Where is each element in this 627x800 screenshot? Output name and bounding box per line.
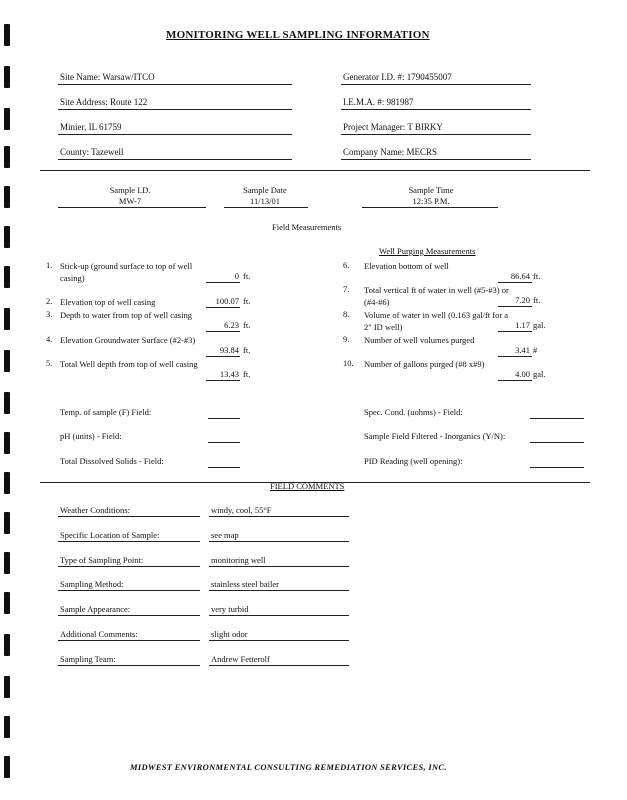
- item-value: 0: [234, 271, 239, 281]
- binder-mark: [4, 472, 10, 494]
- item-number: 3.: [46, 309, 53, 319]
- county-line: [58, 159, 292, 160]
- item-value-line: [206, 356, 240, 357]
- item-unit: #: [533, 345, 538, 355]
- project-manager-line: [341, 134, 531, 135]
- item-value: 86.64: [510, 271, 530, 281]
- item-label: Stick-up (ground surface to top of well casing): [60, 261, 193, 283]
- sample-time-line: [362, 207, 498, 208]
- item-unit: ft.: [533, 271, 541, 281]
- item-value-line: [206, 380, 240, 381]
- company-name-line: [341, 159, 531, 160]
- comment-value-line[interactable]: [209, 615, 349, 616]
- comment-value: very turbid: [211, 604, 249, 614]
- item-number: 10.: [343, 358, 354, 368]
- item-value-line: [498, 331, 532, 332]
- comment-label: Type of Sampling Point:: [60, 555, 144, 565]
- item-value-line: [206, 331, 240, 332]
- field-comments-heading: FIELD COMMENTS: [270, 481, 345, 491]
- item-value: 7.20: [515, 295, 530, 305]
- company-footer: MIDWEST ENVIRONMENTAL CONSULTING REMEDIATION SERVICES, INC.: [130, 762, 447, 772]
- item-label: Volume of water in well (0.163 gal/ft for a 2" ID well): [364, 310, 509, 332]
- comment-value: windy, cool, 55°F: [211, 505, 272, 515]
- item-number: 5.: [46, 358, 53, 368]
- comment-label-line: [58, 665, 200, 666]
- comment-label: Weather Conditions:: [60, 505, 130, 515]
- comment-label-line: [58, 590, 200, 591]
- item-value: 13.43: [219, 369, 239, 379]
- site-address: Site Address: Route 122: [60, 97, 148, 107]
- iema-number: I.E.M.A. #: 981987: [343, 97, 414, 107]
- comment-label: Sampling Team:: [60, 654, 116, 664]
- filtered-field[interactable]: [530, 442, 584, 443]
- item-value: 100.07: [215, 296, 239, 306]
- comment-value-line[interactable]: [209, 541, 349, 542]
- comment-label-line: [58, 566, 200, 567]
- binder-mark: [4, 308, 10, 330]
- item-value-line: [498, 282, 532, 283]
- binder-mark: [4, 676, 10, 698]
- comment-label: Additional Comments:: [60, 629, 138, 639]
- item-value-line: [206, 307, 240, 308]
- item-value: 3.41: [515, 345, 530, 355]
- binder-mark: [4, 552, 10, 574]
- sample-date-value: 11/13/01: [250, 196, 280, 206]
- city: Minier, IL 61759: [60, 122, 122, 132]
- comment-value-line[interactable]: [209, 516, 349, 517]
- iema-line: [341, 109, 531, 110]
- city-line: [58, 134, 292, 135]
- item-value-line: [206, 282, 240, 283]
- item-value: 1.17: [515, 320, 530, 330]
- binder-mark: [4, 592, 10, 614]
- comment-label: Sampling Method:: [60, 579, 124, 589]
- site-name-line: [58, 84, 292, 85]
- comment-value-line[interactable]: [209, 640, 349, 641]
- well-purging-heading: Well Purging Measurements: [379, 246, 476, 256]
- binder-mark: [4, 66, 10, 88]
- site-address-line: [58, 109, 292, 110]
- comment-value-line[interactable]: [209, 590, 349, 591]
- item-value: 6.23: [224, 320, 239, 330]
- comment-value: slight odor: [211, 629, 248, 639]
- comment-value: see map: [211, 530, 239, 540]
- binder-mark: [4, 512, 10, 534]
- comment-value: Andrew Fetterolf: [211, 654, 270, 664]
- sample-id-value: MW-7: [118, 196, 142, 206]
- generator-id: Generator I.D. #: 1790455007: [343, 72, 452, 82]
- binder-mark: [4, 392, 10, 414]
- binder-mark: [4, 716, 10, 738]
- temp-field[interactable]: [208, 418, 240, 419]
- item-value: 4.00: [515, 369, 530, 379]
- item-value-line: [498, 356, 532, 357]
- section-divider: [40, 170, 590, 171]
- item-unit: ft.: [243, 369, 251, 379]
- item-label: Total vertical ft of water in well (#5-#3) or (#4-#6): [364, 285, 509, 307]
- ph-label: pH (units) - Field:: [60, 431, 122, 441]
- item-unit: ft.: [243, 271, 251, 281]
- binder-mark: [4, 146, 10, 168]
- comment-label-line: [58, 615, 200, 616]
- binder-mark: [4, 432, 10, 454]
- item-label: Depth to water from top of well casing: [60, 310, 192, 320]
- binder-mark: [4, 266, 10, 288]
- comment-label-line: [58, 516, 200, 517]
- binder-mark: [4, 350, 10, 372]
- tds-label: Total Dissolved Solids - Field:: [60, 456, 164, 466]
- binder-mark: [4, 24, 10, 46]
- company-name: Company Name: MECRS: [343, 147, 437, 157]
- site-name: Site Name: Warsaw/ITCO: [60, 72, 155, 82]
- project-manager: Project Manager: T BIRKY: [343, 122, 443, 132]
- item-value: 93.84: [219, 345, 239, 355]
- item-number: 2.: [46, 296, 53, 306]
- item-number: 1.: [46, 260, 53, 270]
- comment-value-line[interactable]: [209, 566, 349, 567]
- binder-mark: [4, 108, 10, 130]
- ph-field[interactable]: [208, 442, 240, 443]
- item-number: 9.: [343, 334, 350, 344]
- item-unit: gal.: [533, 369, 546, 379]
- item-label: Elevation Groundwater Surface (#2-#3): [60, 335, 196, 345]
- binder-mark: [4, 756, 10, 778]
- pid-label: PID Reading (well opening):: [364, 456, 463, 466]
- tds-field[interactable]: [208, 467, 240, 468]
- comment-label-line: [58, 541, 200, 542]
- item-unit: ft.: [533, 295, 541, 305]
- binder-mark: [4, 634, 10, 656]
- generator-id-line: [341, 84, 531, 85]
- item-number: 6.: [343, 260, 350, 270]
- field-measurements-heading: Field Measurements: [272, 222, 342, 232]
- sample-id-label: Sample I.D.: [109, 185, 151, 195]
- comment-label: Specific Location of Sample:: [60, 530, 160, 540]
- comment-value: monitoring well: [211, 555, 266, 565]
- item-value-line: [498, 380, 532, 381]
- item-value-line: [498, 306, 532, 307]
- comment-value: stainless steel bailer: [211, 579, 279, 589]
- comment-value-line[interactable]: [209, 665, 349, 666]
- filtered-label: Sample Field Filtered - Inorganics (Y/N):: [364, 431, 506, 441]
- item-label: Elevation top of well casing: [60, 297, 156, 307]
- item-number: 4.: [46, 334, 53, 344]
- item-unit: ft.: [243, 320, 251, 330]
- item-unit: gal.: [533, 320, 546, 330]
- item-label: Number of gallons purged (#8 x#9): [364, 359, 485, 369]
- sample-id-line: [58, 207, 206, 208]
- binder-mark: [4, 226, 10, 248]
- sample-date-label: Sample Date: [243, 185, 287, 195]
- spec-cond-label: Spec. Cond. (uohms) - Field:: [364, 407, 463, 417]
- temp-label: Temp. of sample (F) Field:: [60, 407, 152, 417]
- spec-cond-field[interactable]: [530, 418, 584, 419]
- item-label: Total Well depth from top of well casing: [60, 359, 198, 369]
- sample-time-label: Sample Time: [408, 185, 454, 195]
- comment-label: Sample Appearance:: [60, 604, 131, 614]
- binder-mark: [4, 186, 10, 208]
- item-unit: ft.: [243, 345, 251, 355]
- pid-field[interactable]: [530, 467, 584, 468]
- item-number: 8.: [343, 309, 350, 319]
- item-unit: ft.: [243, 296, 251, 306]
- item-label: Elevation bottom of well: [364, 261, 449, 271]
- item-number: 7.: [343, 284, 350, 294]
- county: County: Tazewell: [60, 147, 124, 157]
- page-title: MONITORING WELL SAMPLING INFORMATION: [166, 29, 430, 41]
- sample-date-line: [224, 207, 308, 208]
- item-label: Number of well volumes purged: [364, 335, 475, 345]
- comment-label-line: [58, 640, 200, 641]
- sample-time-value: 12:35 P.M.: [412, 196, 450, 206]
